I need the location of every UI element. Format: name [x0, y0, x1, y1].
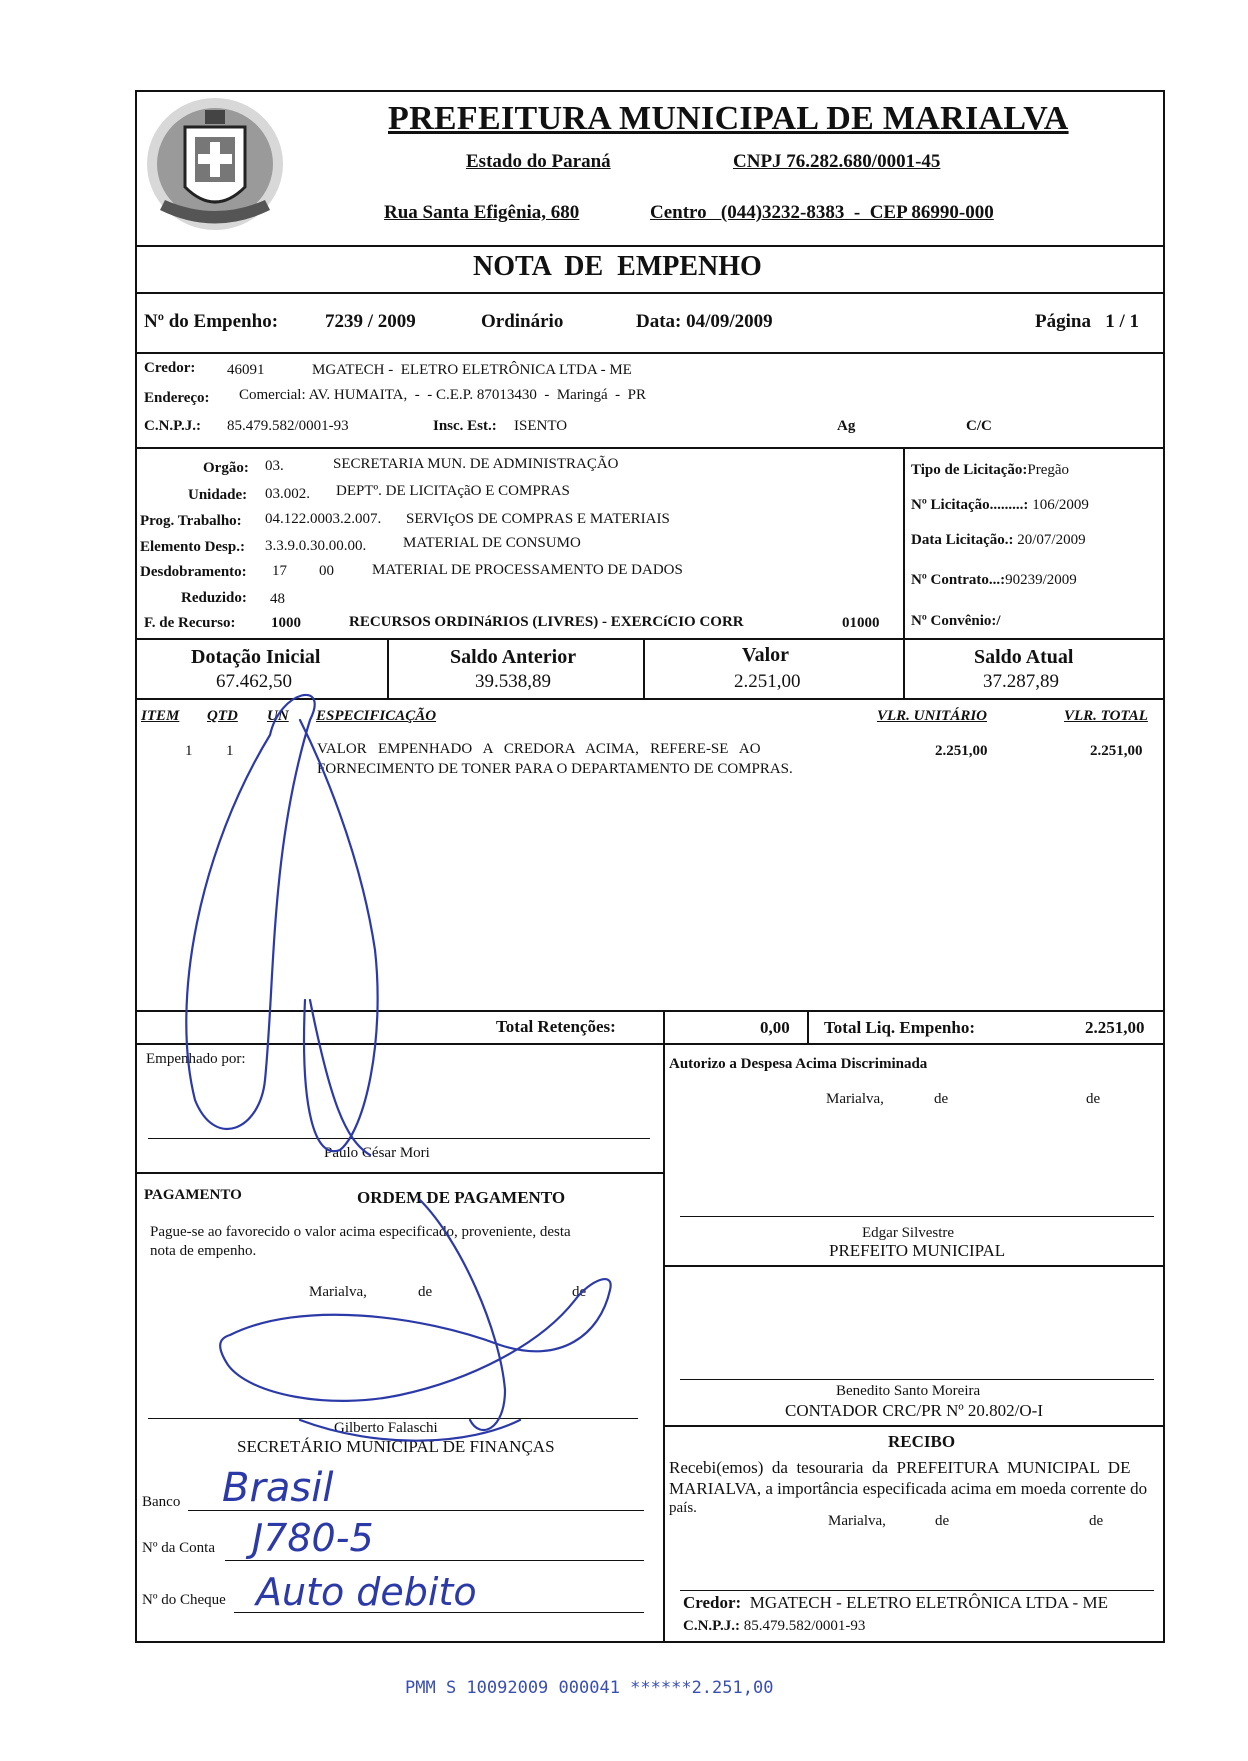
prefeito-role: PREFEITO MUNICIPAL	[829, 1241, 1006, 1260]
divider	[807, 1010, 809, 1043]
divider	[643, 638, 645, 698]
contrato-value: 90239/2009	[1005, 572, 1077, 588]
divider	[135, 698, 1165, 700]
item-qty: 1	[226, 743, 234, 759]
credor-address: Comercial: AV. HUMAITA, - - C.E.P. 87013430 - Maringá - PR	[239, 387, 646, 403]
prefeito-name: Edgar Silvestre	[862, 1225, 955, 1241]
contrato-label: Nº Contrato...:	[911, 572, 1006, 588]
pagamento-de2: de	[572, 1284, 587, 1300]
recurso-name: RECURSOS ORDINáRIOS (LIVRES) - EXERCíCIO CORR	[349, 614, 744, 630]
reduzido-label: Reduzido:	[181, 590, 247, 606]
convenio-label: Nº Convênio:/	[911, 613, 1001, 629]
secretario-name: Gilberto Falaschi	[334, 1420, 438, 1436]
signature-line	[148, 1418, 638, 1419]
empenhado-label: Empenhado por:	[146, 1051, 246, 1067]
elemento-name: MATERIAL DE CONSUMO	[403, 535, 581, 551]
elemento-code: 3.3.9.0.30.00.00.	[265, 538, 367, 554]
licitacao-type-label: Tipo de Licitação:	[911, 462, 1028, 478]
recibo-place: Marialva,	[828, 1513, 886, 1529]
orgao-label: Orgão:	[203, 460, 249, 476]
recibo-de1: de	[935, 1513, 950, 1529]
divider	[135, 352, 1165, 354]
divider	[135, 245, 1165, 247]
autorizo-place: Marialva,	[826, 1091, 884, 1107]
contador-name: Benedito Santo Moreira	[836, 1383, 981, 1399]
item-spec-line1: VALOR EMPENHADO A CREDORA ACIMA, REFERE-SE AO	[317, 741, 761, 757]
divider	[663, 1043, 665, 1643]
licitacao-date-label: Data Licitação.:	[911, 532, 1014, 548]
address-street: Rua Santa Efigênia, 680	[384, 202, 580, 223]
col-item: ITEM	[141, 708, 180, 724]
recurso-label: F. de Recurso:	[144, 615, 236, 631]
divider	[135, 292, 1165, 294]
ordem-pagamento-label: ORDEM DE PAGAMENTO	[357, 1188, 566, 1207]
contador-role: CONTADOR CRC/PR Nº 20.802/O-I	[785, 1401, 1043, 1420]
insc-value: ISENTO	[514, 418, 568, 434]
pagamento-label: PAGAMENTO	[144, 1187, 242, 1203]
prog-name: SERVIçOS DE COMPRAS E MATERIAIS	[406, 511, 670, 527]
cheque-label: Nº do Cheque	[142, 1592, 226, 1608]
pagamento-place: Marialva,	[309, 1284, 367, 1300]
valor-label: Valor	[742, 644, 790, 666]
divider	[903, 447, 905, 638]
divider	[135, 447, 1165, 449]
credor-cnpj: 85.479.582/0001-93	[227, 418, 349, 434]
saldo-atual-label: Saldo Atual	[974, 646, 1074, 668]
item-spec-line2: FORNECIMENTO DE TONER PARA O DEPARTAMENTO DE COMPRAS.	[317, 761, 793, 777]
banco-label: Banco	[142, 1494, 181, 1510]
conta-handwritten: J780-5	[252, 1516, 374, 1560]
address-contact: Centro (044)3232-8383 - CEP 86990-000	[650, 202, 994, 223]
col-unit-value: VLR. UNITÁRIO	[877, 708, 988, 724]
retencoes-label: Total Retenções:	[496, 1017, 616, 1036]
account-label: C/C	[966, 418, 992, 434]
signature-line	[680, 1590, 1154, 1591]
licitacao-number-value: 106/2009	[1032, 497, 1089, 513]
cheque-handwritten: Auto debito	[256, 1570, 477, 1614]
item-number: 1	[185, 743, 193, 759]
desdobramento-subcode: 00	[319, 563, 334, 579]
conta-line	[225, 1560, 644, 1561]
banco-handwritten: Brasil	[222, 1465, 334, 1511]
autorizo-label: Autorizo a Despesa Acima Discriminada	[669, 1056, 928, 1072]
orgao-name: SECRETARIA MUN. DE ADMINISTRAÇÃO	[333, 456, 619, 472]
empenho-number-label: Nº do Empenho:	[144, 311, 279, 332]
divider	[135, 638, 1165, 640]
page-title: PREFEITURA MUNICIPAL DE MARIALVA	[388, 100, 1069, 137]
col-un: UN	[267, 708, 289, 724]
divider	[663, 1010, 665, 1043]
licitacao-type-value: Pregão	[1027, 462, 1070, 478]
signature-line	[148, 1138, 650, 1139]
empenhado-signer: Paulo César Mori	[324, 1145, 430, 1161]
retencoes-value: 0,00	[760, 1018, 790, 1037]
desdobramento-code: 17	[272, 563, 287, 579]
licitacao-date-value: 20/07/2009	[1017, 532, 1086, 548]
item-total-value: 2.251,00	[1090, 743, 1143, 759]
recibo-credor-label: Credor:	[683, 1593, 742, 1612]
empenho-type: Ordinário	[481, 311, 564, 332]
licitacao-date	[911, 532, 1086, 549]
signature-line	[680, 1216, 1154, 1217]
divider	[663, 1425, 1165, 1427]
address-label: Endereço:	[144, 390, 210, 406]
recibo-credor-name: MGATECH - ELETRO ELETRÔNICA LTDA - ME	[749, 1593, 1108, 1612]
valor-value: 2.251,00	[734, 671, 801, 692]
licitacao-number	[911, 497, 1089, 514]
divider	[903, 638, 905, 698]
recurso-suffix: 01000	[842, 615, 880, 631]
recibo-label: RECIBO	[888, 1432, 956, 1451]
divider	[135, 1010, 1165, 1012]
orgao-code: 03.	[265, 458, 284, 474]
signature-line	[680, 1379, 1154, 1380]
elemento-label: Elemento Desp.:	[140, 539, 245, 555]
agency-label: Ag	[837, 418, 856, 434]
liq-empenho-label: Total Liq. Empenho:	[824, 1018, 975, 1037]
cnpj-label: C.N.P.J.:	[144, 418, 201, 434]
document-title: NOTA DE EMPENHO	[473, 251, 762, 282]
empenho-number: 7239 / 2009	[325, 311, 416, 332]
licitacao-number-label: Nº Licitação.........:	[911, 497, 1029, 513]
divider	[387, 638, 389, 698]
state-name: Estado do Paraná	[466, 151, 611, 172]
credor-name: MGATECH - ELETRO ELETRÔNICA LTDA - ME	[312, 362, 632, 378]
col-total-value: VLR. TOTAL	[1064, 708, 1148, 724]
divider	[135, 1172, 664, 1174]
divider	[135, 1043, 1165, 1045]
prog-label: Prog. Trabalho:	[140, 513, 242, 529]
licitacao-type	[911, 462, 1069, 479]
unidade-code: 03.002.	[265, 486, 310, 502]
municipal-cnpj: CNPJ 76.282.680/0001-45	[733, 151, 941, 172]
recibo-cnpj-label: C.N.P.J.:	[683, 1618, 740, 1634]
desdobramento-label: Desdobramento:	[140, 564, 247, 580]
empenho-date: Data: 04/09/2009	[636, 311, 773, 332]
payment-stamp: PMM S 10092009 000041 ******2.251,00	[405, 1678, 774, 1698]
recibo-cnpj-value: 85.479.582/0001-93	[743, 1618, 866, 1634]
liq-empenho-value: 2.251,00	[1085, 1018, 1145, 1037]
credor-code: 46091	[227, 362, 265, 378]
pagamento-text2: nota de empenho.	[150, 1243, 257, 1259]
col-specification: ESPECIFICAÇÃO	[316, 708, 437, 724]
col-qtd: QTD	[207, 708, 238, 724]
insc-label: Insc. Est.:	[433, 418, 497, 434]
secretario-role: SECRETÁRIO MUNICIPAL DE FINANÇAS	[237, 1437, 555, 1456]
contrato	[911, 572, 1077, 589]
autorizo-de1: de	[934, 1091, 949, 1107]
item-unit-value: 2.251,00	[935, 743, 988, 759]
conta-label: Nº da Conta	[142, 1540, 215, 1556]
unidade-name: DEPTº. DE LICITAçãO E COMPRAS	[336, 483, 570, 499]
recibo-de2: de	[1089, 1513, 1104, 1529]
coat-of-arms-logo	[140, 92, 290, 242]
page-number: Página 1 / 1	[1035, 311, 1139, 332]
recibo-text2: MARIALVA, a importância especificada acima em moeda corrente do	[669, 1479, 1148, 1498]
autorizo-de2: de	[1086, 1091, 1101, 1107]
recibo-text3: país.	[669, 1500, 697, 1516]
recibo-cnpj	[683, 1618, 865, 1635]
desdobramento-name: MATERIAL DE PROCESSAMENTO DE DADOS	[372, 562, 683, 578]
credor-label: Credor:	[144, 360, 196, 376]
recurso-code: 1000	[271, 615, 301, 631]
dotacao-value: 67.462,50	[216, 671, 292, 692]
pagamento-text1: Pague-se ao favorecido o valor acima especificado, proveniente, desta	[150, 1224, 571, 1240]
saldo-anterior-value: 39.538,89	[475, 671, 551, 692]
recibo-text1: Recebi(emos) da tesouraria da PREFEITURA MUNICIPAL DE	[669, 1458, 1131, 1477]
dotacao-label: Dotação Inicial	[191, 646, 321, 668]
recibo-credor	[683, 1593, 1108, 1613]
unidade-label: Unidade:	[188, 487, 248, 503]
reduzido-value: 48	[270, 591, 285, 607]
saldo-anterior-label: Saldo Anterior	[450, 646, 577, 668]
saldo-atual-value: 37.287,89	[983, 671, 1059, 692]
pagamento-de1: de	[418, 1284, 433, 1300]
divider	[663, 1265, 1165, 1267]
prog-code: 04.122.0003.2.007.	[265, 511, 382, 527]
